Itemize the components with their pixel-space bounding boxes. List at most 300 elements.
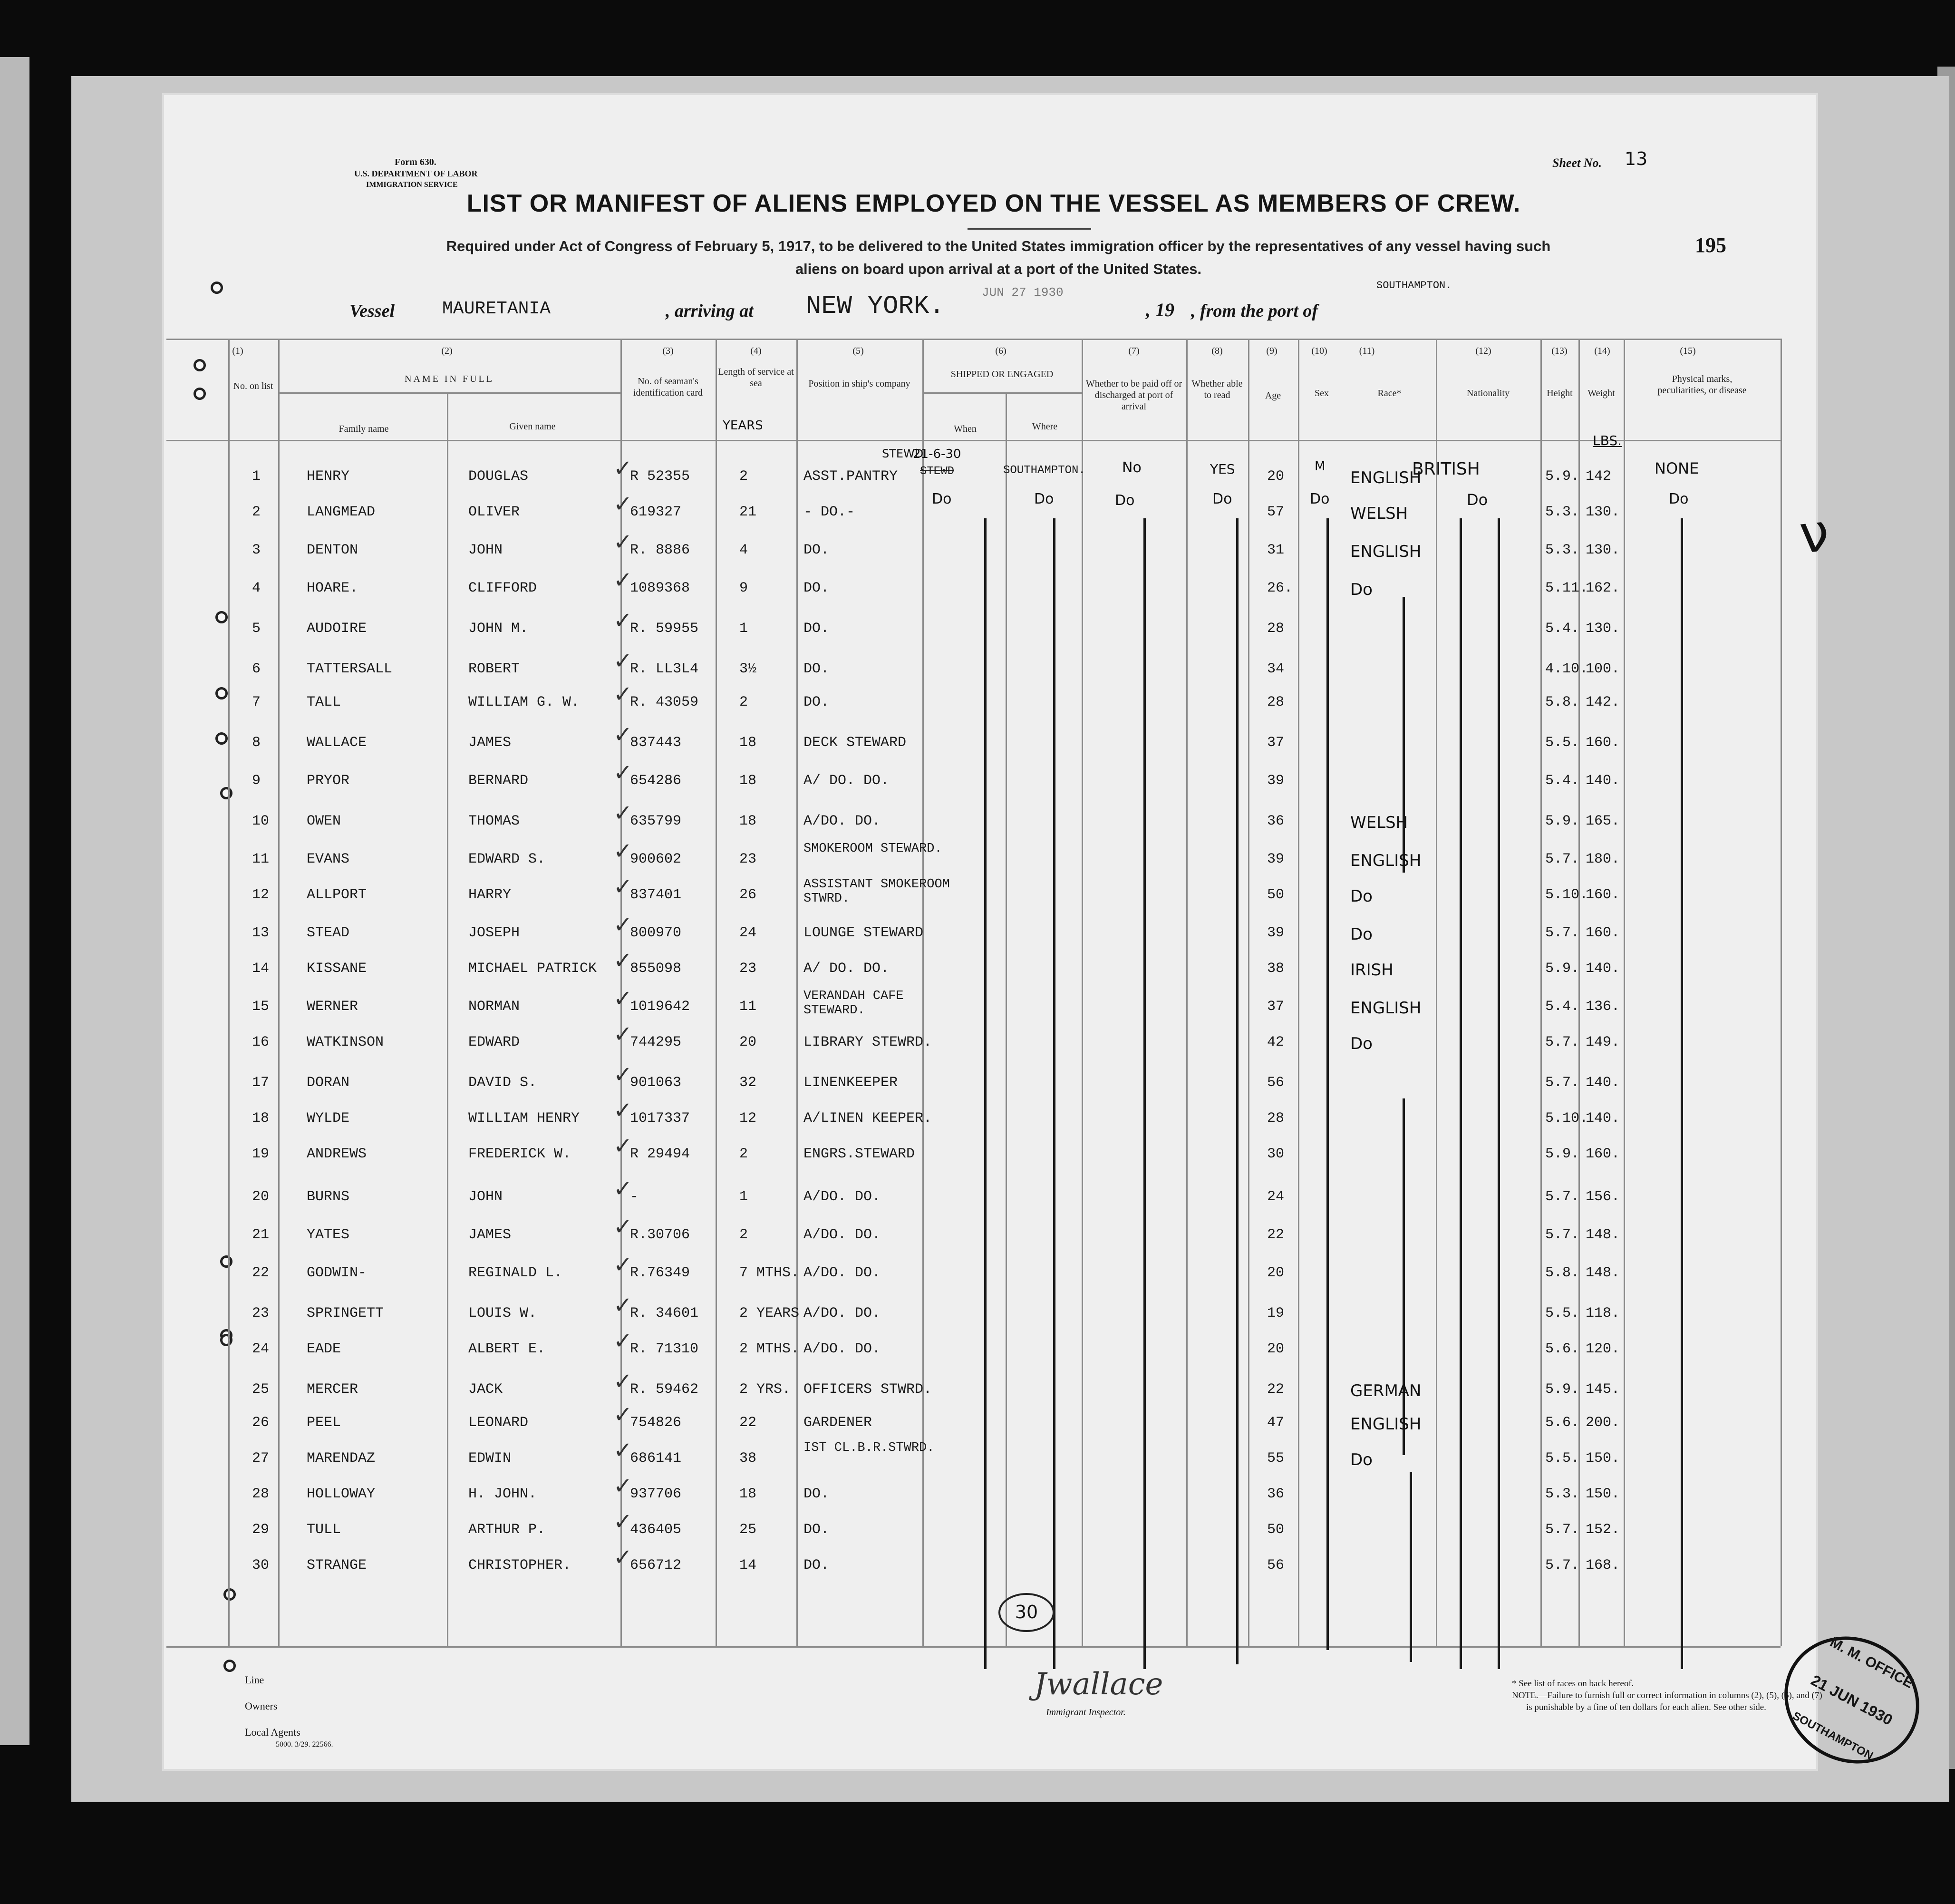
column-number: (2) xyxy=(441,346,453,356)
vessel-label: Vessel xyxy=(349,301,395,321)
row-number: 14 xyxy=(252,961,270,977)
weight: 165. xyxy=(1586,813,1620,829)
seaman-card: 800970 xyxy=(630,925,682,941)
height: 5.7. xyxy=(1545,925,1580,941)
length-of-service: 20 xyxy=(739,1034,757,1050)
family-name: PEEL xyxy=(307,1415,341,1431)
weight: 160. xyxy=(1586,1146,1620,1162)
height: 5.10. xyxy=(1545,887,1588,903)
family-name: TALL xyxy=(307,694,341,710)
age: 37 xyxy=(1267,735,1285,751)
header-sex: Sex xyxy=(1315,388,1329,398)
seaman-card: 1019642 xyxy=(630,999,690,1015)
column-rule xyxy=(1006,392,1007,1646)
height: 5.8. xyxy=(1545,1265,1580,1281)
seaman-card: 654286 xyxy=(630,773,682,789)
punch-hole xyxy=(220,1334,232,1346)
age: 56 xyxy=(1267,1075,1285,1091)
check-mark: ✓ xyxy=(613,1437,633,1464)
length-of-service: 2 YRS. xyxy=(739,1381,791,1398)
ditto-line xyxy=(1498,518,1500,1669)
paid-off-value: No xyxy=(1122,459,1142,476)
given-name: EDWARD xyxy=(468,1034,520,1050)
column-rule xyxy=(1082,339,1083,1646)
sheet-label: Sheet No. xyxy=(1552,156,1602,170)
weight: 118. xyxy=(1586,1305,1620,1321)
race: WELSH xyxy=(1350,813,1408,832)
check-mark: ✓ xyxy=(613,874,633,900)
family-name: YATES xyxy=(307,1227,350,1243)
given-name: DAVID S. xyxy=(468,1075,537,1091)
weight: 130. xyxy=(1586,621,1620,637)
height: 5.8. xyxy=(1545,694,1580,710)
family-name: HOARE. xyxy=(307,580,358,596)
check-mark: ✓ xyxy=(613,607,633,634)
length-of-service: 12 xyxy=(739,1110,757,1127)
age: 22 xyxy=(1267,1381,1285,1398)
name-group-rule xyxy=(278,392,620,394)
row-number: 20 xyxy=(252,1189,270,1205)
column-rule xyxy=(1248,339,1249,1646)
family-name: ALLPORT xyxy=(307,887,367,903)
age: 50 xyxy=(1267,887,1285,903)
family-name: MARENDAZ xyxy=(307,1450,376,1467)
position: DO. xyxy=(803,580,830,596)
table-bottom-rule xyxy=(166,1646,1781,1648)
header-weight: Weight xyxy=(1587,388,1615,398)
header-shipped-engaged: SHIPPED OR ENGAGED xyxy=(950,369,1054,379)
position: A/DO. DO. xyxy=(803,813,881,829)
column-rule xyxy=(228,339,230,1646)
given-name: THOMAS xyxy=(468,813,520,829)
given-name: NORMAN xyxy=(468,999,520,1015)
family-name: BURNS xyxy=(307,1189,350,1205)
family-name: STRANGE xyxy=(307,1557,367,1574)
given-name: FREDERICK W. xyxy=(468,1146,571,1162)
seaman-card: 656712 xyxy=(630,1557,682,1574)
length-of-service: 2 YEARS xyxy=(739,1305,800,1321)
punch-hole xyxy=(194,359,206,371)
ditto-line xyxy=(1326,518,1329,1650)
seaman-card: 436405 xyxy=(630,1522,682,1538)
given-name: JOHN M. xyxy=(468,621,529,637)
age: 39 xyxy=(1267,925,1285,941)
ditto-sex: Do xyxy=(1310,491,1330,507)
position: A/ DO. DO. xyxy=(803,773,890,789)
length-of-service: 14 xyxy=(739,1557,757,1574)
header-length-service: Length of service at sea xyxy=(718,367,794,389)
length-of-service: 22 xyxy=(739,1415,757,1431)
punch-hole xyxy=(220,1255,232,1268)
family-name: STEAD xyxy=(307,925,350,941)
check-mark: ✓ xyxy=(613,648,633,674)
from-port: SOUTHAMPTON. xyxy=(1376,280,1452,291)
position: DO. xyxy=(803,1522,830,1538)
length-of-service: 3½ xyxy=(739,661,757,677)
row-number: 30 xyxy=(252,1557,270,1574)
row-number: 16 xyxy=(252,1034,270,1050)
check-mark: ✓ xyxy=(613,1252,633,1278)
position: LOUNGE STEWARD xyxy=(803,925,924,941)
height: 5.5. xyxy=(1545,1450,1580,1467)
given-name: HARRY xyxy=(468,887,512,903)
department-label: U.S. DEPARTMENT OF LABOR xyxy=(354,169,478,178)
length-of-service: 11 xyxy=(739,999,757,1015)
ditto-line xyxy=(984,518,987,1669)
race: IRISH xyxy=(1350,961,1394,980)
seaman-card: R. 59462 xyxy=(630,1381,699,1398)
vessel-name: MAURETANIA xyxy=(442,299,551,319)
position: A/DO. DO. xyxy=(803,1265,881,1281)
height: 4.10. xyxy=(1545,661,1588,677)
row-number: 24 xyxy=(252,1341,270,1357)
given-name: WILLIAM HENRY xyxy=(468,1110,580,1127)
seaman-card: R. 8886 xyxy=(630,542,690,558)
weight: 160. xyxy=(1586,735,1620,751)
height: 5.6. xyxy=(1545,1341,1580,1357)
check-mark: ✓ xyxy=(613,1097,633,1124)
age: 55 xyxy=(1267,1450,1285,1467)
age: 24 xyxy=(1267,1189,1285,1205)
race: Do xyxy=(1350,887,1373,906)
family-name: GODWIN- xyxy=(307,1265,367,1281)
row-number: 26 xyxy=(252,1415,270,1431)
check-mark: ✓ xyxy=(613,529,633,555)
column-rule xyxy=(1540,339,1542,1646)
race: GERMAN xyxy=(1350,1381,1422,1400)
height: 5.9. xyxy=(1545,813,1580,829)
column-rule xyxy=(447,392,448,1646)
header-family-name: Family name xyxy=(339,424,389,434)
weight: 156. xyxy=(1586,1189,1620,1205)
length-of-service: 24 xyxy=(739,925,757,941)
position: A/DO. DO. xyxy=(803,1227,881,1243)
age: 37 xyxy=(1267,999,1285,1015)
given-name: JOHN xyxy=(468,542,503,558)
height: 5.6. xyxy=(1545,1415,1580,1431)
given-name: WILLIAM G. W. xyxy=(468,694,580,710)
row-number: 10 xyxy=(252,813,270,829)
seaman-card: R. 59955 xyxy=(630,621,699,637)
column-rule xyxy=(716,339,717,1646)
row-number: 12 xyxy=(252,887,270,903)
height: 5.10. xyxy=(1545,1110,1588,1127)
length-of-service: 2 xyxy=(739,1146,748,1162)
ditto-line xyxy=(1236,518,1239,1664)
column-number: (8) xyxy=(1211,346,1223,356)
ditto-able-read: Do xyxy=(1212,491,1232,507)
date-stamp: JUN 27 1930 xyxy=(982,285,1064,300)
family-name: SPRINGETT xyxy=(307,1305,384,1321)
seaman-card: 855098 xyxy=(630,961,682,977)
height: 5.4. xyxy=(1545,999,1580,1015)
position: A/LINEN KEEPER. xyxy=(803,1110,932,1127)
length-of-service: 1 xyxy=(739,1189,748,1205)
check-mark: ✓ xyxy=(613,1292,633,1319)
race-ditto-line xyxy=(1410,1472,1412,1662)
header-seaman-card: No. of seaman's identification card xyxy=(633,376,703,398)
column-number: (5) xyxy=(852,346,864,356)
height: 5.7. xyxy=(1545,851,1580,867)
family-name: AUDOIRE xyxy=(307,621,367,637)
age: 47 xyxy=(1267,1415,1285,1431)
seaman-card: R. LL3L4 xyxy=(630,661,699,677)
height: 5.5. xyxy=(1545,735,1580,751)
check-mark: ✓ xyxy=(613,1328,633,1354)
seaman-card: R 52355 xyxy=(630,468,690,485)
position: LIBRARY STEWRD. xyxy=(803,1034,932,1050)
weight: 136. xyxy=(1586,999,1620,1015)
weight: 148. xyxy=(1586,1227,1620,1243)
height: 5.4. xyxy=(1545,621,1580,637)
age: 38 xyxy=(1267,961,1285,977)
weight: 100. xyxy=(1586,661,1620,677)
weight: 160. xyxy=(1586,925,1620,941)
weight: 145. xyxy=(1586,1381,1620,1398)
seaman-card: R. 43059 xyxy=(630,694,699,710)
weight: 168. xyxy=(1586,1557,1620,1574)
height: 5.9. xyxy=(1545,1146,1580,1162)
row-number: 9 xyxy=(252,773,261,789)
weight: 150. xyxy=(1586,1486,1620,1502)
column-number: (6) xyxy=(995,346,1007,356)
age: 36 xyxy=(1267,1486,1285,1502)
ditto-line xyxy=(1143,518,1146,1669)
length-of-service: 23 xyxy=(739,851,757,867)
race-ditto-line xyxy=(1403,1098,1405,1455)
race: WELSH xyxy=(1350,504,1408,523)
length-of-service: 7 MTHS. xyxy=(739,1265,800,1281)
column-number: (7) xyxy=(1128,346,1140,356)
ditto-line xyxy=(1681,518,1683,1669)
column-rule xyxy=(278,339,280,1646)
check-mark: ✓ xyxy=(613,759,633,786)
weight: 148. xyxy=(1586,1265,1620,1281)
age: 50 xyxy=(1267,1522,1285,1538)
header-nationality: Nationality xyxy=(1467,388,1510,398)
arriving-label: , arriving at xyxy=(666,301,754,321)
row-number: 5 xyxy=(252,621,261,637)
age: 31 xyxy=(1267,542,1285,558)
shipped-group-rule xyxy=(922,392,1082,394)
check-mark: ✓ xyxy=(613,491,633,517)
column-number: (4) xyxy=(750,346,762,356)
height: 5.5. xyxy=(1545,1305,1580,1321)
ditto-nationality: Do xyxy=(1467,491,1488,509)
row-number: 3 xyxy=(252,542,261,558)
row-number: 4 xyxy=(252,580,261,596)
check-mark: ✓ xyxy=(613,838,633,865)
weight: 160. xyxy=(1586,887,1620,903)
position: DO. xyxy=(803,542,830,558)
length-of-service: 23 xyxy=(739,961,757,977)
given-name: ALBERT E. xyxy=(468,1341,546,1357)
manifest-sheet xyxy=(164,95,1916,1769)
height: 5.9. xyxy=(1545,468,1580,485)
punch-hole xyxy=(194,388,206,400)
given-name: JAMES xyxy=(468,1227,512,1243)
height: 5.7. xyxy=(1545,1075,1580,1091)
when-date: 21-6-30 xyxy=(913,447,961,461)
table-header-rule xyxy=(166,440,1781,441)
header-name-in-full: NAME IN FULL xyxy=(405,374,494,384)
row-number: 27 xyxy=(252,1450,270,1467)
table-top-rule xyxy=(166,339,1781,340)
position: OFFICERS STWRD. xyxy=(803,1381,932,1398)
check-mark: ✓ xyxy=(613,1401,633,1428)
punch-hole xyxy=(215,687,228,699)
header-where: Where xyxy=(1032,421,1058,432)
check-mark: ✓ xyxy=(613,455,633,482)
margin-mark: ν xyxy=(1796,502,1832,565)
page-number: 195 xyxy=(1695,233,1726,257)
height: 5.9. xyxy=(1545,961,1580,977)
row-number: 21 xyxy=(252,1227,270,1243)
seaman-card: 754826 xyxy=(630,1415,682,1431)
header-no-on-list: No. on list xyxy=(233,381,273,391)
subtitle-line-2: aliens on board upon arrival at a port of the United States. xyxy=(795,261,1202,277)
age: 42 xyxy=(1267,1034,1285,1050)
column-number: (11) xyxy=(1359,346,1375,356)
row-number: 2 xyxy=(252,504,261,520)
position: ENGRS.STEWARD xyxy=(803,1146,915,1162)
family-name: HENRY xyxy=(307,468,350,485)
family-name: WYLDE xyxy=(307,1110,350,1127)
weight: 140. xyxy=(1586,1110,1620,1127)
race: ENGLISH xyxy=(1350,999,1422,1018)
punch-hole xyxy=(211,282,223,294)
given-name: LOUIS W. xyxy=(468,1305,537,1321)
stamp-line-2: 21 JUN 1930 xyxy=(1808,1671,1896,1729)
form-number: Form 630. xyxy=(395,157,436,167)
family-name: ANDREWS xyxy=(307,1146,367,1162)
header-paid-off: Whether to be paid off or discharged at port of arrival xyxy=(1085,379,1182,412)
punch-hole xyxy=(215,611,228,623)
seaman-card: R 29494 xyxy=(630,1146,690,1162)
given-name: JACK xyxy=(468,1381,503,1398)
weight: 162. xyxy=(1586,580,1620,596)
column-number: (10) xyxy=(1311,346,1327,356)
inspector-label: Immigrant Inspector. xyxy=(1046,1707,1126,1718)
row-number: 28 xyxy=(252,1486,270,1502)
ditto-line xyxy=(1053,518,1055,1669)
age: 22 xyxy=(1267,1227,1285,1243)
age: 28 xyxy=(1267,621,1285,637)
row-number: 13 xyxy=(252,925,270,941)
row-number: 17 xyxy=(252,1075,270,1091)
column-rule xyxy=(1186,339,1188,1646)
punch-hole xyxy=(220,787,232,799)
check-mark: ✓ xyxy=(613,1508,633,1535)
height: 5.7. xyxy=(1545,1522,1580,1538)
ditto-paid-off: Do xyxy=(1115,492,1135,509)
column-number: (12) xyxy=(1475,346,1491,356)
height: 5.9. xyxy=(1545,1381,1580,1398)
family-name: TULL xyxy=(307,1522,341,1538)
column-number: (1) xyxy=(232,346,243,356)
length-of-service: 2 xyxy=(739,694,748,710)
check-mark: ✓ xyxy=(613,947,633,974)
weight: 150. xyxy=(1586,1450,1620,1467)
position: SMOKEROOM STEWARD. xyxy=(803,842,942,856)
length-of-service: 9 xyxy=(739,580,748,596)
race-note: * See list of races on back hereof. xyxy=(1512,1679,1634,1689)
height: 5.7. xyxy=(1545,1034,1580,1050)
sheet-number: 13 xyxy=(1625,148,1648,169)
age: 20 xyxy=(1267,1265,1285,1281)
row-number: 8 xyxy=(252,735,261,751)
race: ENGLISH xyxy=(1350,851,1422,870)
row-number: 25 xyxy=(252,1381,270,1398)
race: ENGLISH xyxy=(1350,468,1422,487)
column-number: (3) xyxy=(662,346,674,356)
position: A/DO. DO. xyxy=(803,1305,881,1321)
length-of-service: 18 xyxy=(739,735,757,751)
length-of-service: 26 xyxy=(739,887,757,903)
seaman-card: 1089368 xyxy=(630,580,690,596)
length-of-service: 1 xyxy=(739,621,748,637)
age: 19 xyxy=(1267,1305,1285,1321)
family-name: WATKINSON xyxy=(307,1034,384,1050)
punch-hole xyxy=(223,1588,236,1601)
family-name: OWEN xyxy=(307,813,341,829)
length-of-service: 2 xyxy=(739,468,748,485)
left-edge-strip xyxy=(0,57,29,1745)
title-underline xyxy=(968,228,1091,230)
given-name: JOSEPH xyxy=(468,925,520,941)
line-label: Line xyxy=(245,1674,264,1686)
stewd-note: STEWD xyxy=(882,447,924,460)
position: ASST.PANTRY xyxy=(803,468,898,485)
height: 5.3. xyxy=(1545,504,1580,520)
row-number: 11 xyxy=(252,851,270,867)
given-name: DOUGLAS xyxy=(468,468,529,485)
column-rule xyxy=(1436,339,1437,1646)
length-of-service: 25 xyxy=(739,1522,757,1538)
family-name: KISSANE xyxy=(307,961,367,977)
ditto-line xyxy=(1460,518,1462,1669)
given-name: JAMES xyxy=(468,735,512,751)
check-mark: ✓ xyxy=(613,681,633,708)
length-of-service: 2 xyxy=(739,1227,748,1243)
row-number: 1 xyxy=(252,468,261,485)
family-name: LANGMEAD xyxy=(307,504,376,520)
age: 36 xyxy=(1267,813,1285,829)
penalty-note-2: is punishable by a fine of ten dollars for each alien. See other side. xyxy=(1526,1702,1766,1712)
position: IST CL.B.R.STWRD. xyxy=(803,1441,935,1455)
height: 5.7. xyxy=(1545,1189,1580,1205)
seaman-card: 837443 xyxy=(630,735,682,751)
position: A/DO. DO. xyxy=(803,1341,881,1357)
position: ASSISTANT SMOKEROOM STWRD. xyxy=(803,877,950,906)
check-mark: ✓ xyxy=(613,1368,633,1395)
stamp-line-1: M. M. OFFICE xyxy=(1827,1634,1916,1691)
given-name: CLIFFORD xyxy=(468,580,537,596)
column-number: (9) xyxy=(1266,346,1278,356)
age: 26. xyxy=(1267,580,1293,596)
seaman-card: 901063 xyxy=(630,1075,682,1091)
row-number: 15 xyxy=(252,999,270,1015)
weight: 142 xyxy=(1586,468,1612,485)
weight: 130. xyxy=(1586,542,1620,558)
age: 20 xyxy=(1267,1341,1285,1357)
weight: 120. xyxy=(1586,1341,1620,1357)
weight: 140. xyxy=(1586,1075,1620,1091)
header-given-name: Given name xyxy=(509,421,556,432)
punch-hole xyxy=(223,1660,236,1672)
column-number: (14) xyxy=(1594,346,1610,356)
given-name: ROBERT xyxy=(468,661,520,677)
